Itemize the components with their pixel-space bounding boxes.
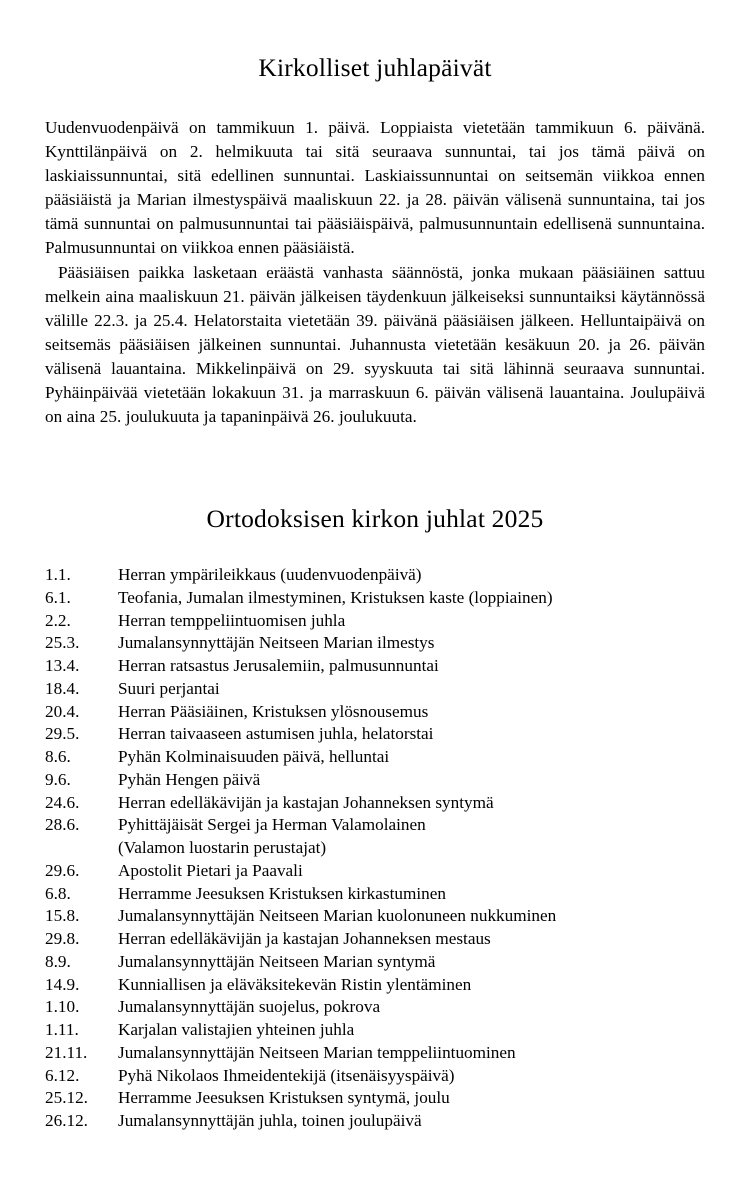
feast-row <box>45 701 715 724</box>
feast-date: 20.4. <box>45 701 80 721</box>
feast-row <box>45 837 715 860</box>
orthodox-feast-list <box>45 564 715 1133</box>
feast-name: Herran Pääsiäinen, Kristuksen ylösnousemus <box>118 701 429 721</box>
feast-row <box>45 769 715 792</box>
feast-row <box>45 1087 715 1110</box>
feast-name: Herran edelläkävijän ja kastajan Johanneksen syntymä <box>118 792 494 812</box>
feast-name: Herran taivaaseen astumisen juhla, helatorstai <box>118 724 434 744</box>
feast-row <box>45 974 715 997</box>
feast-date: 13.4. <box>45 656 80 676</box>
feast-row <box>45 587 715 610</box>
feast-date: 8.9. <box>45 951 71 971</box>
feast-row <box>45 814 715 837</box>
feast-row <box>45 1019 715 1042</box>
feast-name: Pyhittäjäisät Sergei ja Herman Valamolainen <box>118 815 426 835</box>
feast-date: 18.4. <box>45 678 80 698</box>
feast-row <box>45 564 715 587</box>
feast-name: Herramme Jeesuksen Kristuksen syntymä, joulu <box>118 1088 450 1108</box>
page-title: Kirkolliset juhlapäivät <box>258 53 492 82</box>
feast-row <box>45 1110 715 1133</box>
feast-date: 15.8. <box>45 906 80 926</box>
feast-date: 6.1. <box>45 587 71 607</box>
feast-name: Jumalansynnyttäjän suojelus, pokrova <box>118 997 381 1017</box>
feast-name: Teofania, Jumalan ilmestyminen, Kristuksen kaste (loppiainen) <box>118 587 553 607</box>
feast-name: Pyhän Kolminaisuuden päivä, helluntai <box>118 747 390 767</box>
feast-name: Herramme Jeesuksen Kristuksen kirkastuminen <box>118 883 446 903</box>
feast-name: Apostolit Pietari ja Paavali <box>118 860 303 880</box>
feast-name: Jumalansynnyttäjän Neitseen Marian ilmestys <box>118 633 435 653</box>
feast-row <box>45 1065 715 1088</box>
feast-row <box>45 632 715 655</box>
feast-name: Jumalansynnyttäjän juhla, toinen joulupäivä <box>118 1111 422 1131</box>
feast-row <box>45 678 715 701</box>
feast-date: 14.9. <box>45 974 80 994</box>
feast-row <box>45 951 715 974</box>
section-title-orthodox-feasts: Ortodoksisen kirkon juhlat 2025 <box>206 504 544 534</box>
feast-date: 29.6. <box>45 860 80 880</box>
feast-row <box>45 905 715 928</box>
feast-date: 25.3. <box>45 633 80 653</box>
feast-date: 9.6. <box>45 769 71 789</box>
feast-row <box>45 792 715 815</box>
feast-name: Kunniallisen ja eläväksitekevän Ristin ylentäminen <box>118 974 472 994</box>
feast-date: 1.10. <box>45 997 80 1017</box>
feast-name: Suuri perjantai <box>118 678 220 698</box>
feast-date: 8.6. <box>45 747 71 767</box>
feast-row <box>45 610 715 633</box>
feast-row <box>45 655 715 678</box>
feast-name: Jumalansynnyttäjän Neitseen Marian temppeliintuominen <box>118 1042 516 1062</box>
feast-name: (Valamon luostarin perustajat) <box>118 838 327 858</box>
feast-name: Herran ympärileikkaus (uudenvuodenpäivä) <box>118 565 422 585</box>
feast-date: 2.2. <box>45 610 71 630</box>
paragraph-intro: Uudenvuodenpäivä on tammikuun 1. päivä. Loppiaista vietetään tammikuun 6. päivänä. Kynttilänpäivä on 2. helmikuuta tai sitä seuraava sunnuntai, tai jos tämä päivä on laskiaissunnuntai, sitä edellinen sunnuntai. Laskiaissunnuntai on seitsemän viikkoa ennen pääsiäistä ja Marian ilmestyspäivä maaliskuun 22. ja 28. päivän välisenä sunnuntaina, tai jos tämä sunnuntai on palmusunnuntai tai pääsiäispäivä, palmusunnuntain edellisenä sunnuntaina. Palmusunnuntai on viikkoa ennen pääsiäistä. <box>45 118 705 258</box>
feast-name: Pyhän Hengen päivä <box>118 769 261 789</box>
feast-date: 21.11. <box>45 1042 88 1062</box>
feast-date: 26.12. <box>45 1111 88 1131</box>
feast-row <box>45 996 715 1019</box>
feast-date: 29.8. <box>45 929 80 949</box>
feast-date: 1.11. <box>45 1020 79 1040</box>
feast-name: Jumalansynnyttäjän Neitseen Marian syntymä <box>118 951 436 971</box>
feast-name: Herran ratsastus Jerusalemiin, palmusunnuntai <box>118 656 439 676</box>
feast-name: Karjalan valistajien yhteinen juhla <box>118 1020 355 1040</box>
feast-date: 28.6. <box>45 815 80 835</box>
feast-name: Jumalansynnyttäjän Neitseen Marian kuolonuneen nukkuminen <box>118 906 557 926</box>
feast-row <box>45 928 715 951</box>
feast-date: 1.1. <box>45 565 71 585</box>
feast-row <box>45 1042 715 1065</box>
feast-date: 6.8. <box>45 883 71 903</box>
feast-row <box>45 860 715 883</box>
feast-name: Herran edelläkävijän ja kastajan Johanneksen mestaus <box>118 929 491 949</box>
feast-date: 24.6. <box>45 792 80 812</box>
feast-row <box>45 746 715 769</box>
paragraph-easter-rules: Pääsiäisen paikka lasketaan eräästä vanhasta säännöstä, jonka mukaan pääsiäinen sattuu melkein aina maaliskuun 21. päivän jälkeisen täydenkuun jälkeiseksi sunnuntaiksi käytännössä välille 22.3. ja 25.4. Helatorstaita vietetään 39. päivänä pääsiäisen jälkeen. Helluntaipäivä on seitsemäs pääsiäisen jälkeinen sunnuntai. Juhannusta vietetään kesäkuun 20. ja 26. päivän välisenä lauantaina. Mikkelinpäivä on 29. syyskuuta tai sitä lähinnä seuraava sunnuntai. Pyhäinpäivää vietetään lokakuun 31. ja marraskuun 6. päivän välisenä lauantaina. Joulupäivä on aina 25. joulukuuta ja tapaninpäivä 26. joulukuuta. <box>45 262 705 427</box>
feast-row <box>45 883 715 906</box>
feast-date: 25.12. <box>45 1088 88 1108</box>
feast-row <box>45 723 715 746</box>
feast-name: Pyhä Nikolaos Ihmeidentekijä (itsenäisyyspäivä) <box>118 1065 455 1085</box>
feast-date: 29.5. <box>45 724 80 744</box>
feast-name: Herran temppeliintuomisen juhla <box>118 610 346 630</box>
feast-date: 6.12. <box>45 1065 80 1085</box>
